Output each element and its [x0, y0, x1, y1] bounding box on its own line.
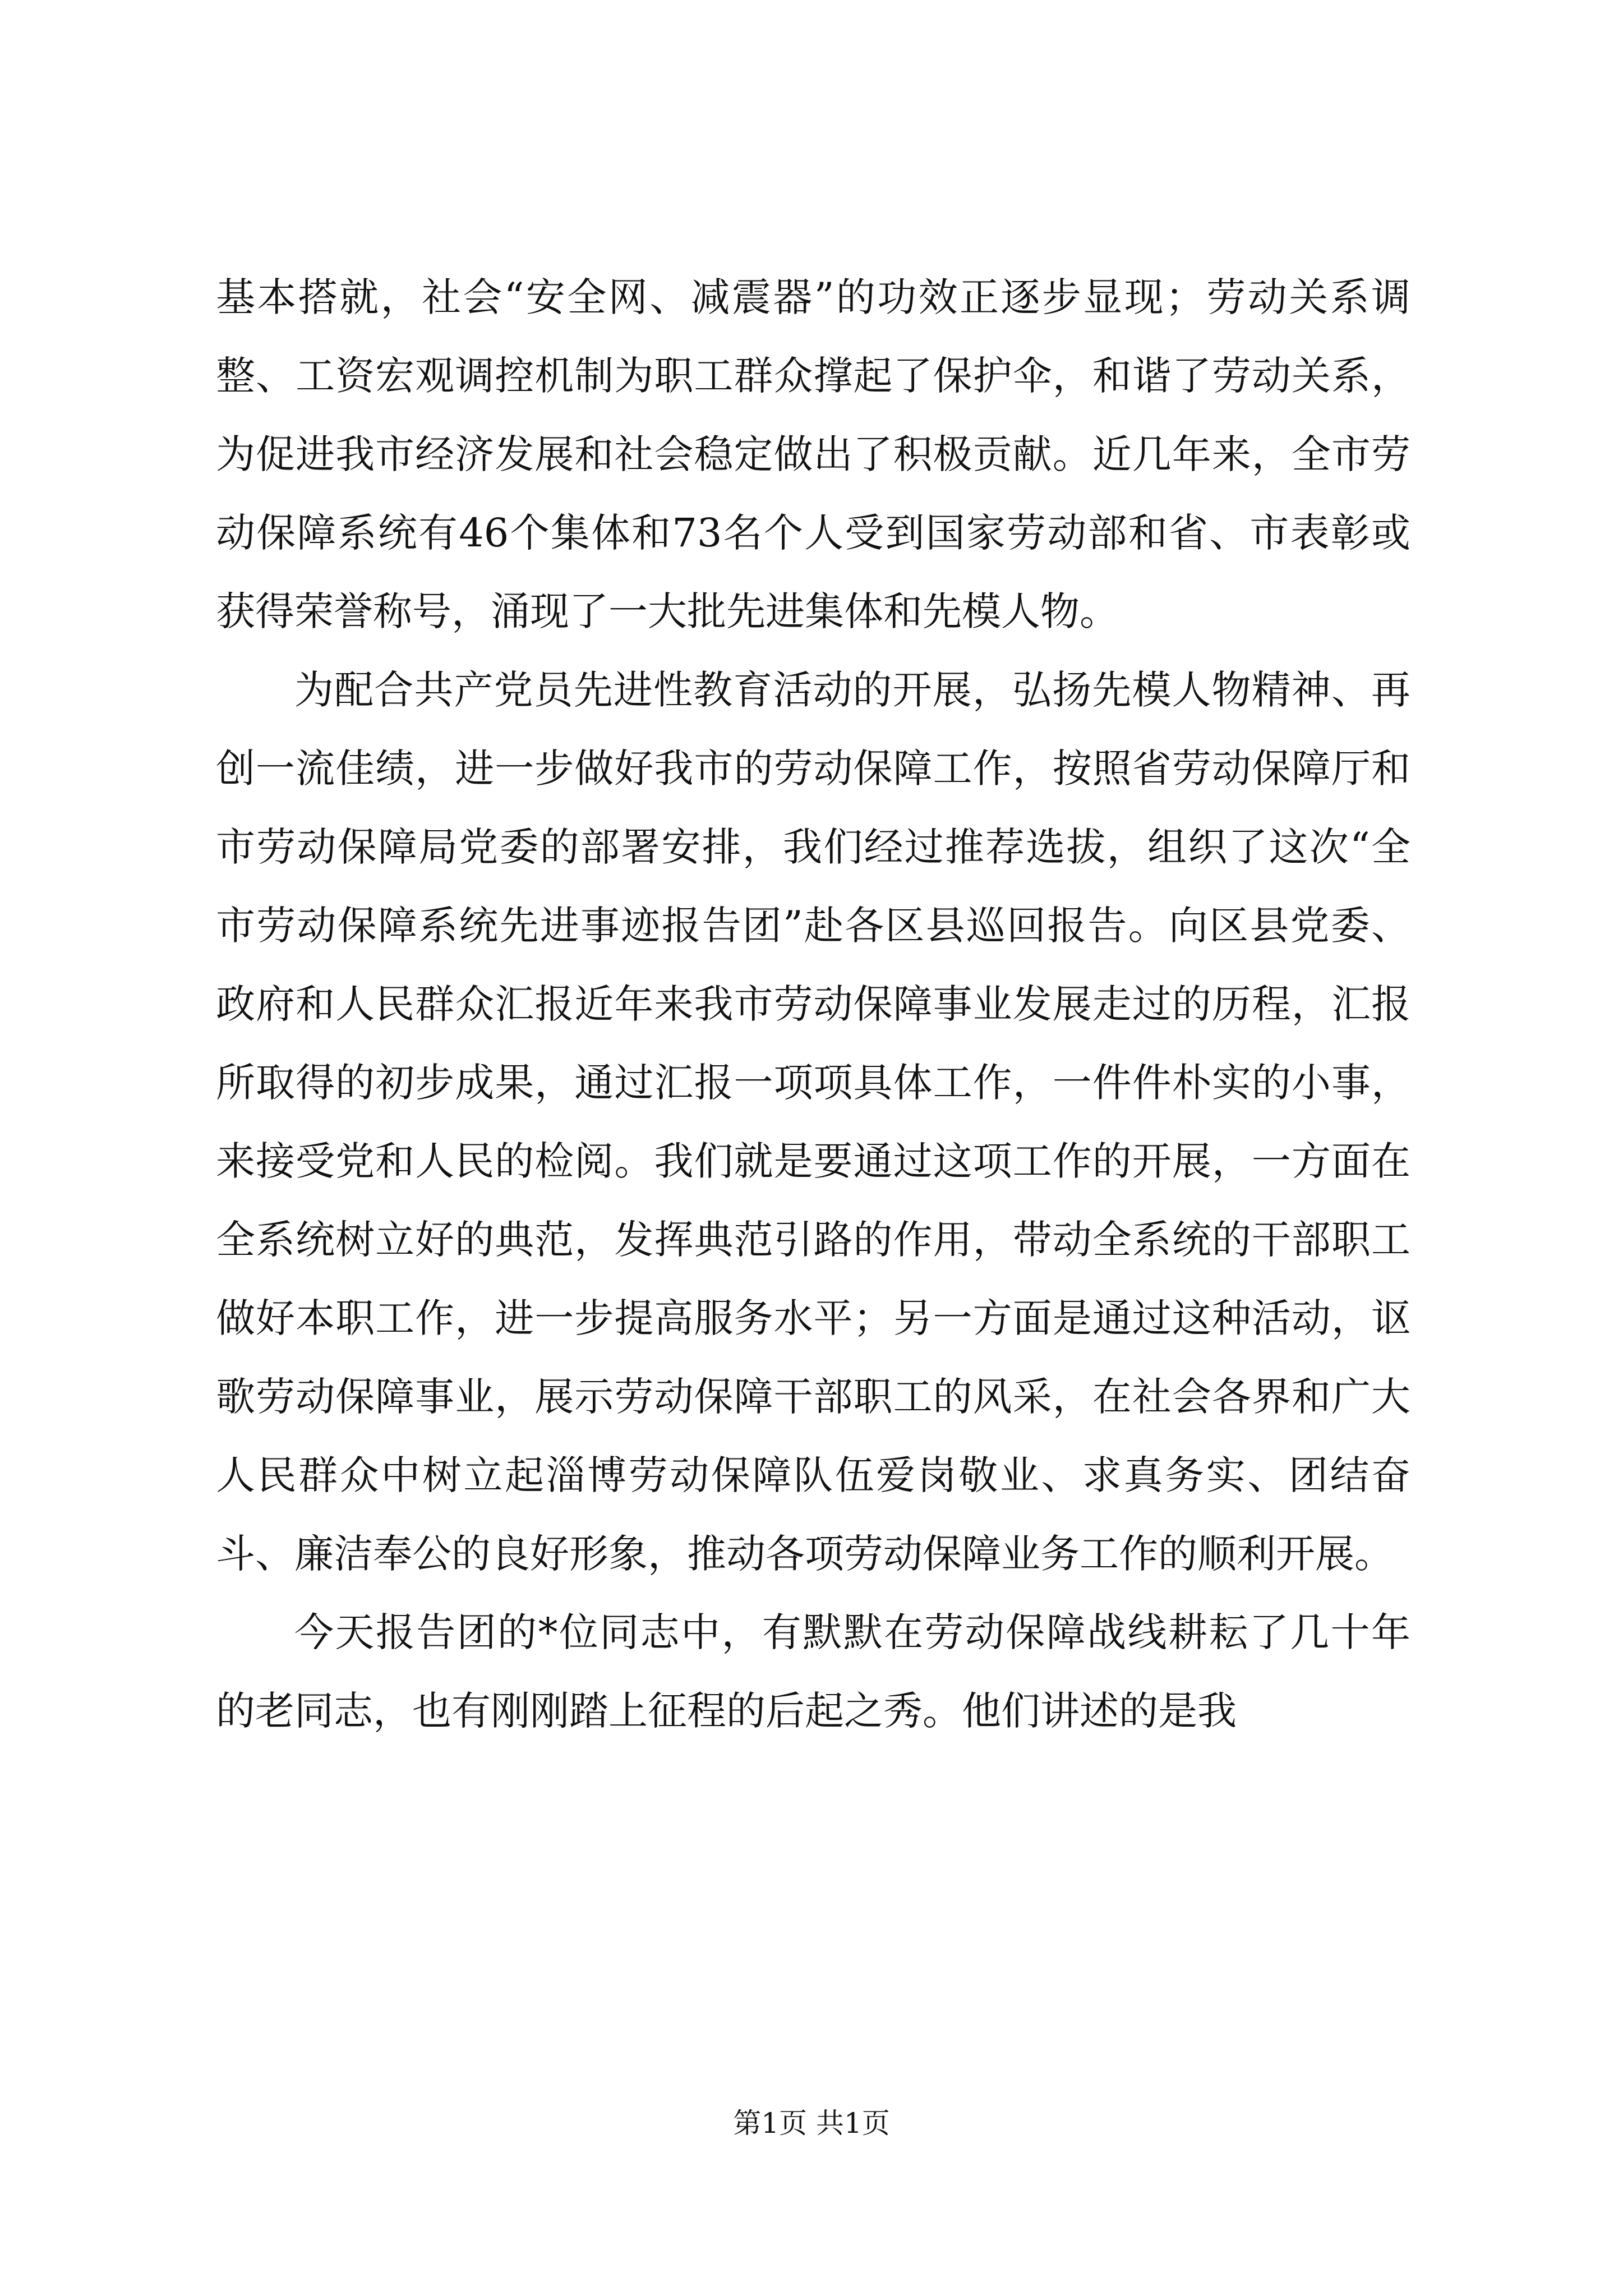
document-body	[216, 258, 1410, 1750]
paragraph-introduction: 今天报告团的*位同志中，有默默在劳动保障战线耕耘了几十年的老同志，也有刚刚踏上征程的后起之秀。他们讲述的是我	[216, 1609, 1410, 1734]
page-footer: 第1页 共1页	[733, 2107, 890, 2139]
paragraph-purpose: 为配合共产党员先进性教育活动的开展，弘扬先模人物精神、再创一流佳绩，进一步做好我市的劳动保障工作，按照省劳动保障厅和市劳动保障局党委的部署安排，我们经过推荐选拔，组织了这次“全市劳动保障系统先进事迹报告团”赴各区县巡回报告。向区县党委、政府和人民群众汇报近年来我市劳动保障事业发展走过的历程，汇报所取得的初步成果，通过汇报一项项具体工作，一件件朴实的小事，来接受党和人民的检阅。我们就是要通过这项工作的开展，一方面在全系统树立好的典范，发挥典范引路的作用，带动全系统的干部职工做好本职工作，进一步提高服务水平；另一方面是通过这种活动，讴歌劳动保障事业，展示劳动保障干部职工的风采，在社会各界和广大人民群众中树立起淄博劳动保障队伍爱岗敬业、求真务实、团结奋斗、廉洁奉公的良好形象，推动各项劳动保障业务工作的顺利开展。	[216, 667, 1410, 1577]
paragraph-continuation: 基本搭就，社会“安全网、减震器”的功效正逐步显现；劳动关系调整、工资宏观调控机制为职工群众撑起了保护伞，和谐了劳动关系，为促进我市经济发展和社会稳定做出了积极贡献。近几年来，全市劳动保障系统有46个集体和73名个人受到国家劳动部和省、市表彰或获得荣誉称号，涌现了一大批先进集体和先模人物。	[216, 274, 1410, 634]
